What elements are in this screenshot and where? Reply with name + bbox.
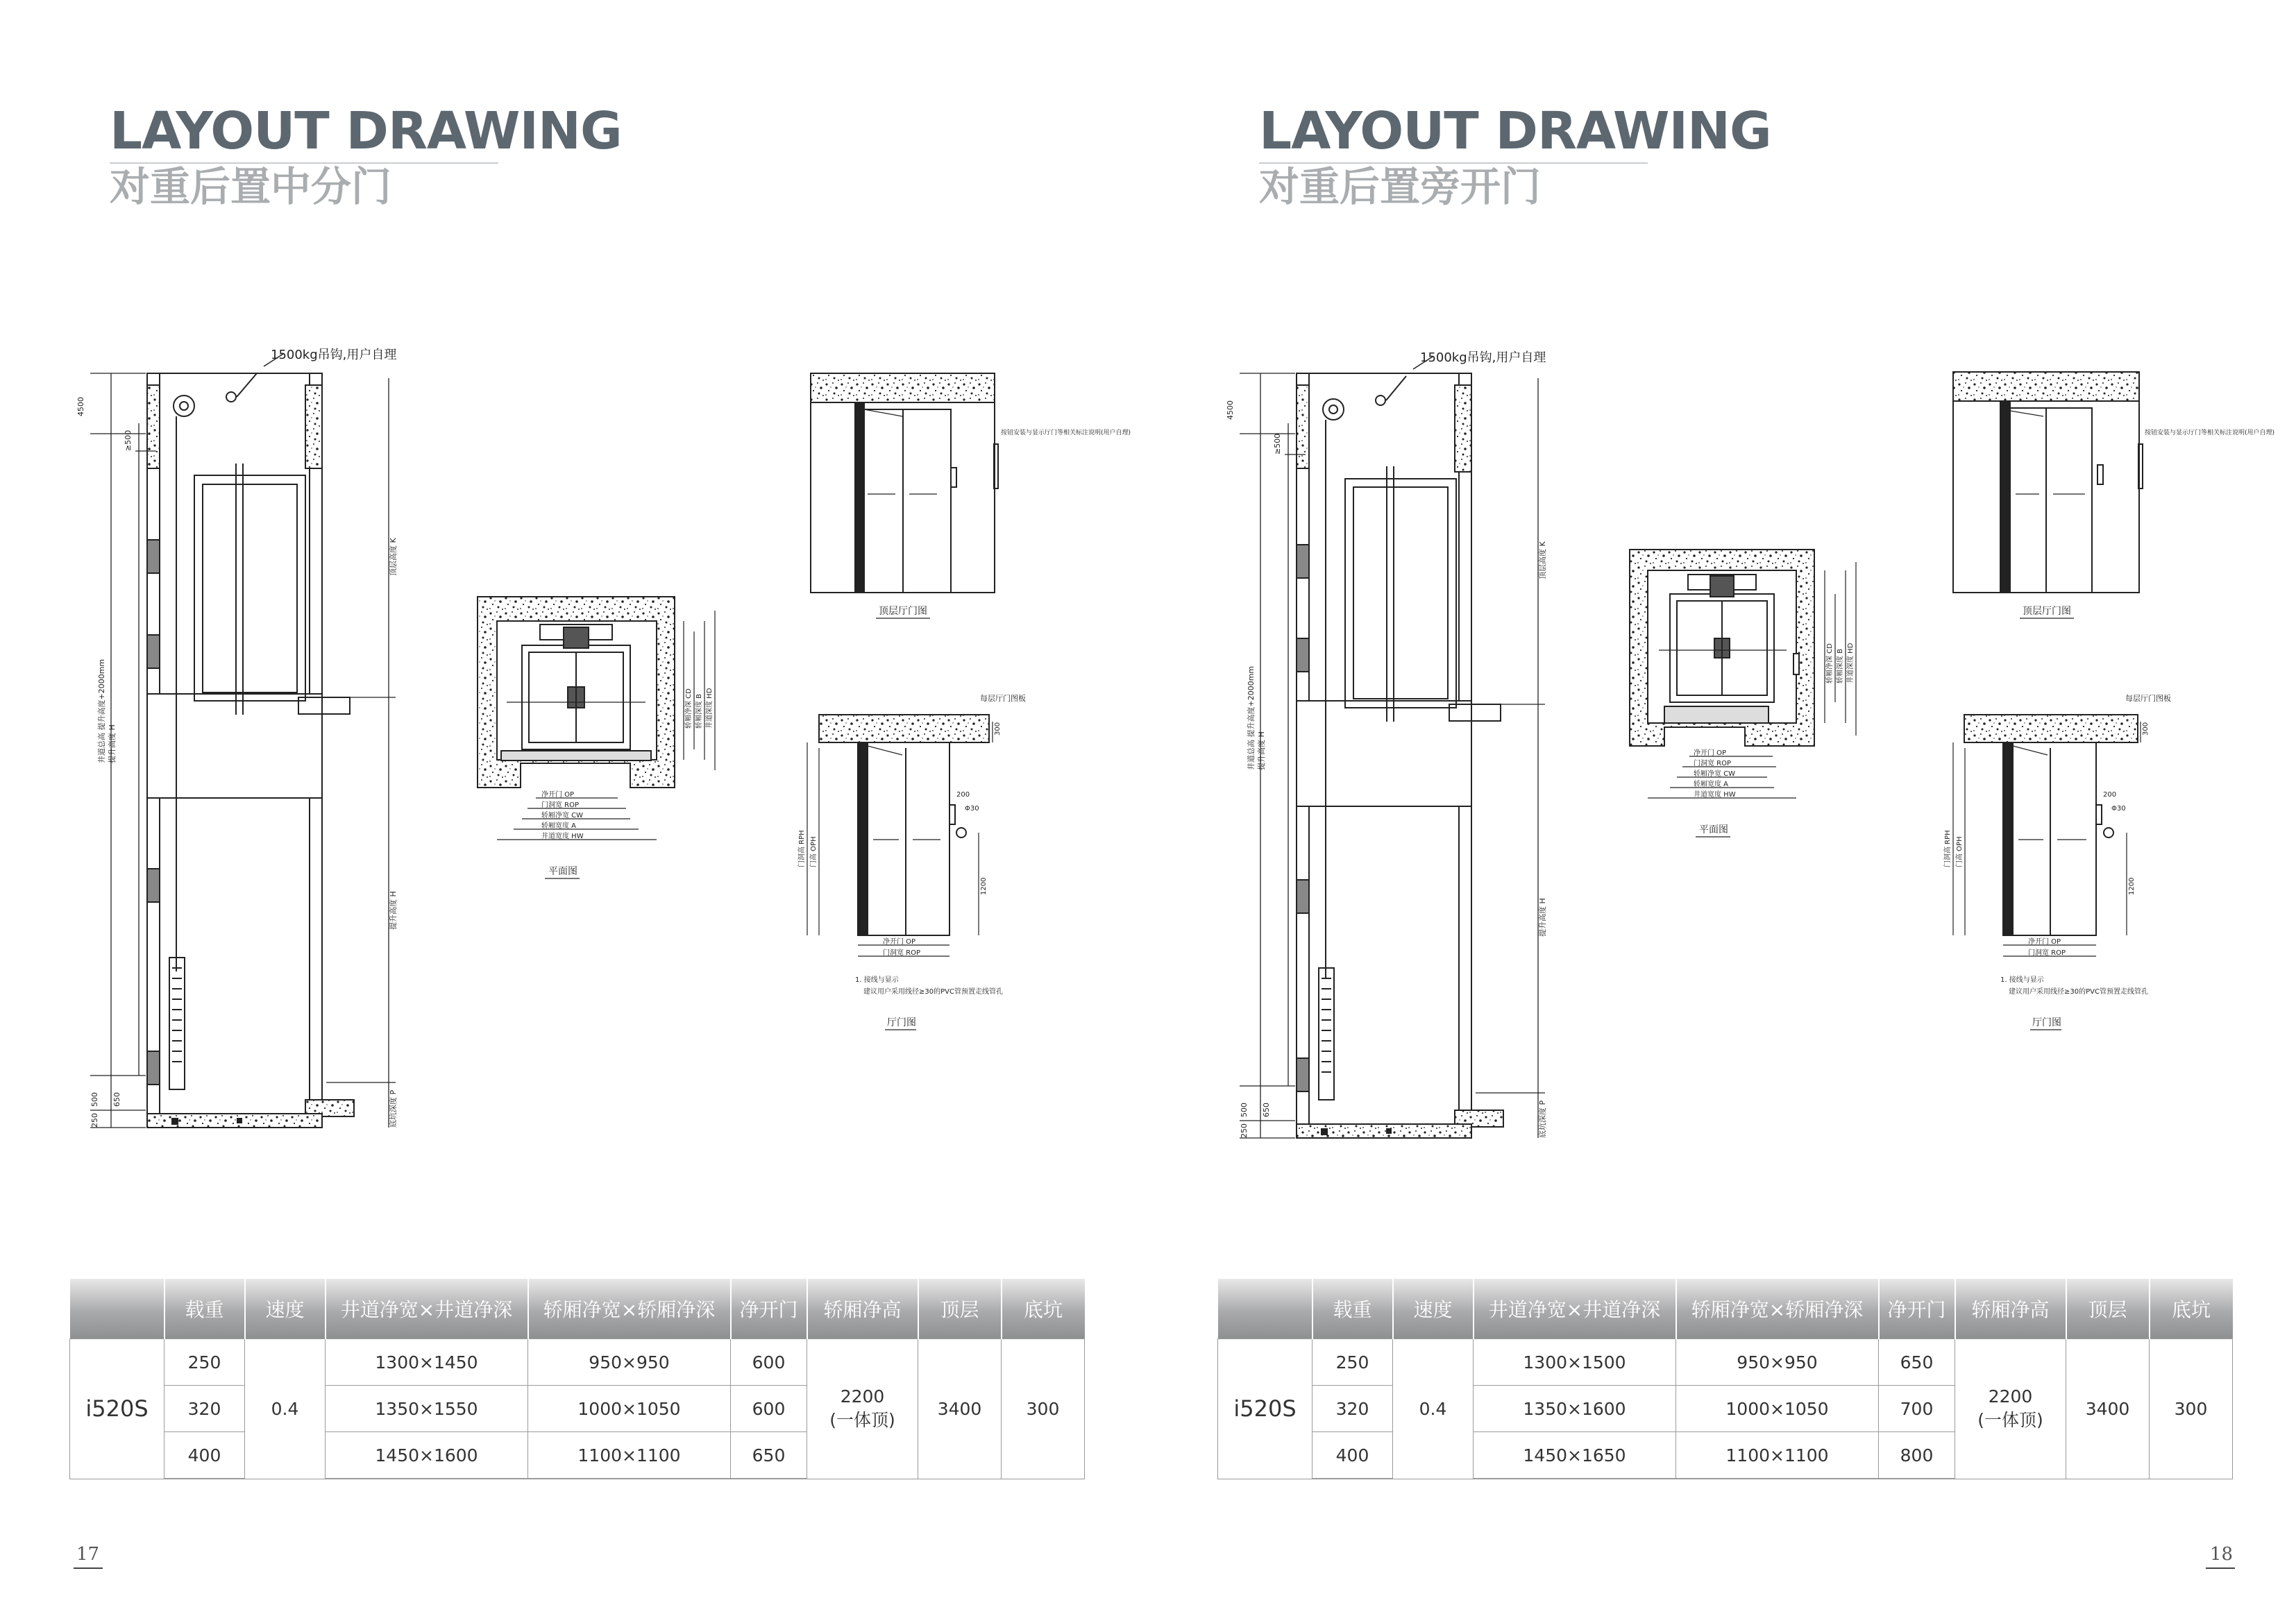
page-subtitle: 对重后置旁开门 [1259,163,1542,210]
top-door-label: 顶层厅门图 [879,606,927,617]
wall-note: 按钮安装与显示厅门等相关标注说明(用户自理) [1001,430,1131,436]
dim-30: Φ30 [2111,805,2126,813]
note-line-2: 建议用户采用线径≥30的PVC管预置走线管孔 [863,988,1003,996]
page-number: 17 [76,1544,100,1565]
dim-rph: 门洞高 RPH [798,830,806,867]
dim-total-height: 井道总高 提升高度+2000mm [1247,665,1256,770]
pit-cell: 300 [2150,1339,2233,1479]
load-cell: 320 [1312,1386,1393,1432]
load-cell: 400 [1312,1432,1393,1479]
table-header: 底坑 [1002,1279,1085,1339]
car-cell: 1000×1050 [528,1386,731,1432]
car-height-note: (一体顶) [829,1409,895,1430]
plan-dim-op: 净开门 OP [1694,749,1727,757]
note-line-1: 1. 接线与显示 [2000,976,2044,984]
plan-dim-a: 轿厢宽度 A [541,822,577,830]
plan-label: 平面图 [1699,824,1728,835]
door-label: 厅门图 [887,1017,916,1028]
car-cell: 1100×1100 [528,1432,731,1479]
dim-overhead: ≥500 [124,430,133,451]
table-header: 净开门 [1879,1279,1955,1339]
page-right [1148,0,2296,1623]
dim-pit-depth: 底坑深度 P [389,1089,398,1128]
table-header: 净开门 [731,1279,807,1339]
shaft-cell: 1300×1500 [1474,1339,1676,1386]
door-dim-rop: 门洞宽 ROP [883,949,921,957]
plan-label: 平面图 [548,866,577,877]
load-cell: 250 [164,1339,245,1386]
page-title: LAYOUT DRAWING [110,101,622,161]
load-cell: 250 [1312,1339,1393,1386]
door-cell: 700 [1879,1386,1955,1432]
plan-dim-cd: 轿厢净深 CD [685,688,693,729]
shaft-cell: 1300×1450 [326,1339,528,1386]
dim-oph: 门高 OPH [1956,836,1964,867]
load-cell: 400 [164,1432,245,1479]
car-height-cell [1955,1339,2066,1479]
dim-250: 250 [90,1113,99,1128]
shaft-cell: 1350×1600 [1474,1386,1676,1432]
plan-dim-hw: 井道宽度 HW [1694,791,1736,799]
dim-top: 4500 [76,397,85,416]
top-door-label: 顶层厅门图 [2023,606,2071,617]
table-header: 轿厢净高 [1955,1279,2066,1339]
page-title: LAYOUT DRAWING [1259,101,1771,161]
elevation-view [147,354,354,1128]
top-door-view [811,373,998,593]
dim-top-floor-k: 顶层高度 K [389,538,398,576]
dim-650: 650 [1262,1103,1271,1117]
shaft-cell: 1350×1550 [326,1386,528,1432]
table-header: 井道净宽×井道净深 [1474,1279,1676,1339]
dim-650: 650 [112,1092,121,1107]
top-door-view [1953,372,2143,593]
table-header-row [70,1279,1085,1339]
door-dim-op: 净开门 OP [2028,938,2061,946]
model-cell: i520S [70,1339,164,1479]
load-cell: 320 [164,1386,245,1432]
dim-lift-height-label: 提升高度 H [108,724,117,763]
wall-note: 按钮安装与显示厅门等相关标注说明(用户自理) [2145,430,2275,436]
speed-cell: 0.4 [1393,1339,1474,1479]
top-floor-cell: 3400 [918,1339,1002,1479]
page-subtitle: 对重后置中分门 [110,163,392,210]
shaft-cell: 1450×1650 [1474,1432,1676,1479]
door-label: 厅门图 [2032,1017,2061,1028]
plan-dim-a: 轿厢宽度 A [1694,781,1729,788]
table-header: 顶层 [918,1279,1002,1339]
table-header: 底坑 [2150,1279,2233,1339]
plan-view [478,597,675,788]
plan-view [1630,550,1814,746]
dim-total-height: 井道总高 提升高度+2000mm [97,658,106,763]
door-cell: 800 [1879,1432,1955,1479]
table-header: 速度 [1393,1279,1474,1339]
dim-30: Φ30 [965,805,979,813]
dim-lift-height-h: 提升高度 H [389,891,398,930]
pit-cell: 300 [1002,1339,1085,1479]
door-cell: 600 [731,1386,807,1432]
car-height-cell [807,1339,918,1479]
door-dim-rop: 门洞宽 ROP [2028,949,2066,957]
plan-dim-rop: 门洞宽 ROP [1694,760,1732,767]
page-number-rule [2206,1567,2235,1569]
layout-drawing [1148,0,2296,1249]
door-cell: 650 [1879,1339,1955,1386]
speed-cell: 0.4 [245,1339,326,1479]
dim-200: 200 [2103,791,2117,799]
floor-line-label: 每层厅门图板 [980,694,1026,703]
note-line-1: 1. 接线与显示 [855,976,899,984]
plan-dim-b: 轿厢深度 B [695,693,703,729]
dim-pit-depth: 底坑深度 P [1538,1100,1547,1138]
plan-dim-rop: 门洞宽 ROP [541,801,580,809]
table-row [1218,1339,2233,1386]
dim-overhead: ≥500 [1273,433,1282,454]
table-header [1218,1279,1312,1339]
plan-dim-cw: 轿厢净宽 CW [541,812,584,819]
note-line-2: 建议用户采用线径≥30的PVC管预置走线管孔 [2009,988,2148,996]
table-header: 井道净宽×井道净深 [326,1279,528,1339]
dim-1200: 1200 [2128,877,2136,895]
plan-dim-cw: 轿厢净宽 CW [1694,770,1736,778]
car-cell: 1100×1100 [1676,1432,1879,1479]
table-header: 载重 [1312,1279,1393,1339]
elevation-view [1297,357,1503,1138]
table-row [70,1339,1085,1386]
top-floor-cell: 3400 [2066,1339,2150,1479]
table-header: 载重 [164,1279,245,1339]
spec-table [1217,1279,2233,1479]
car-height-note: (一体顶) [1977,1409,2043,1430]
table-header: 速度 [245,1279,326,1339]
shaft-cell: 1450×1600 [326,1432,528,1479]
table-header: 轿厢净宽×轿厢净深 [528,1279,731,1339]
car-cell: 950×950 [528,1339,731,1386]
plan-dim-hd: 井道深度 HD [1847,643,1855,683]
dim-oph: 门高 OPH [810,836,818,867]
table-header-row [1218,1279,2233,1339]
dim-300: 300 [2142,722,2150,736]
door-cell: 650 [731,1432,807,1479]
dim-lift-height-h: 提升高度 H [1538,898,1547,937]
dim-200: 200 [956,791,970,799]
plan-dim-hd: 井道深度 HD [706,688,714,729]
car-height-value: 2200 [840,1386,885,1407]
layout-drawing [0,0,1148,1249]
plan-dim-b: 轿厢深度 B [1837,648,1844,683]
plan-dim-hw: 井道宽度 HW [541,833,584,840]
door-dim-op: 净开门 OP [883,938,916,946]
car-cell: 1000×1050 [1676,1386,1879,1432]
table-header: 轿厢净高 [807,1279,918,1339]
car-height-value: 2200 [1988,1386,2033,1407]
model-cell: i520S [1218,1339,1312,1479]
dim-250: 250 [1240,1123,1249,1138]
table-header: 顶层 [2066,1279,2150,1339]
plan-dim-cd: 轿厢净深 CD [1826,643,1834,683]
page-number: 18 [2210,1544,2234,1565]
door-cell: 600 [731,1339,807,1386]
dim-pit: 500 [1240,1103,1249,1117]
table-header: 轿厢净宽×轿厢净深 [1676,1279,1879,1339]
dim-top-floor-k: 顶层高度 K [1538,541,1547,579]
floor-door-view [1964,715,2138,935]
dim-1200: 1200 [980,877,988,895]
table-header [70,1279,164,1339]
car-cell: 950×950 [1676,1339,1879,1386]
floor-line-label: 每层厅门图板 [2125,694,2171,703]
page-number-rule [74,1567,103,1569]
dim-rph: 门洞高 RPH [1944,830,1952,867]
hoist-note: 1500kg吊钩,用户自理 [271,348,397,362]
dim-top: 4500 [1226,400,1235,420]
dim-pit: 500 [90,1092,99,1107]
hoist-note: 1500kg吊钩,用户自理 [1420,350,1546,365]
plan-dim-op: 净开门 OP [541,791,575,799]
dim-lift-height-label: 提升高度 H [1257,731,1266,770]
floor-door-view [819,715,989,935]
dim-300: 300 [994,722,1002,736]
spec-table [69,1279,1085,1479]
